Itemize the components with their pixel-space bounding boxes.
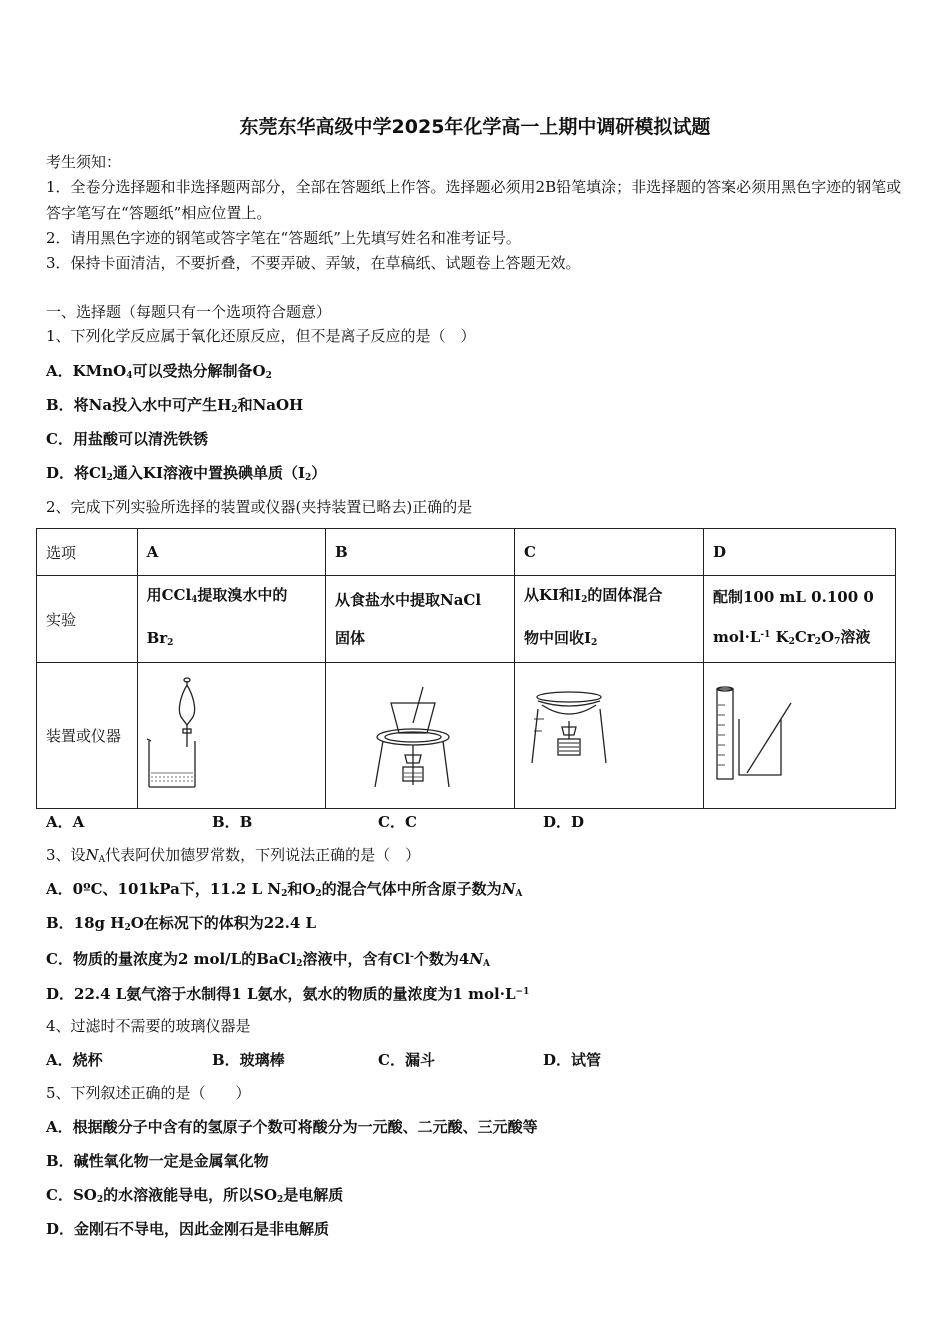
q4-choice-a: A．烧杯 [46, 1051, 103, 1069]
header-cell: A [137, 529, 325, 576]
notice-item-1: 1．全卷分选择题和非选择题两部分，全部在答题纸上作答。选择题必须用2B铅笔填涂；非选择题的答案必须用黑色字迹的钢笔或答字笔写在“答题纸”相应位置上。 [46, 178, 902, 222]
section-heading: 一、选择题（每题只有一个选项符合题意） [46, 303, 332, 321]
experiment-c: 从KI和$I_2$的固体混合 物中回收$I_2$ [515, 576, 704, 663]
q5-option-b: B．碱性氧化物一定是金属氧化物 [46, 1152, 269, 1170]
q2-experiment-table [36, 528, 896, 809]
evaporating-dish-icon [335, 675, 505, 793]
experiment-d: 配制100 mL 0.100 0 $mol\cdot L^{-1}$ $K_2Cr_2O_7$溶液 [704, 576, 896, 663]
header-cell: B [326, 529, 515, 576]
notice-item-3: 3．保持卡面清洁，不要折叠，不要弄破、弄皱，在草稿纸、试题卷上答题无效。 [46, 254, 581, 272]
apparatus-a-cell [137, 663, 325, 809]
q2-stem: 2、完成下列实验所选择的装置或仪器(夹持装置已略去)正确的是 [46, 498, 473, 516]
q3-option-c: C．物质的量浓度为2 mol/L的BaCl$_2$溶液中，含有Cl-个数为$4N_A$ [46, 950, 491, 969]
q2-choice-b: B．B [212, 813, 253, 831]
q5-option-d: D．金刚石不导电，因此金刚石是非电解质 [46, 1220, 330, 1238]
apparatus-c-cell [515, 663, 704, 809]
row-label-experiment: 实验 [37, 576, 138, 663]
q1-option-d: D．将$Cl_2$通入KI溶液中置换碘单质$(I_2)$ [46, 464, 327, 483]
separatory-funnel-icon [147, 675, 227, 793]
q3-stem: 3、设$N_A$代表阿伏加德罗常数，下列说法正确的是（ ） [46, 846, 421, 865]
table-header-row [37, 529, 896, 576]
row-label-apparatus: 装置或仪器 [37, 663, 138, 809]
q3-option-a: A．0ºC、101kPa下，11.2 L $N_2$和$O_2$的混合气体中所含原子数为$N_A$ [46, 880, 523, 899]
q1-option-b: B．将Na投入水中可产生$H_2$和NaOH [46, 396, 304, 415]
q2-choice-a: A．A [46, 813, 85, 831]
q4-choice-d: D．试管 [543, 1051, 602, 1069]
sublimation-apparatus-icon [524, 675, 694, 793]
header-cell: 选项 [37, 529, 138, 576]
q1-option-a: A．KMnO$_4$可以受热分解制备$O_2$ [46, 362, 272, 381]
q5-stem: 5、下列叙述正确的是（ ） [46, 1084, 251, 1102]
q4-choice-c: C．漏斗 [378, 1051, 435, 1069]
q5-option-c: C．$SO_2$的水溶液能导电，所以$SO_2$是电解质 [46, 1186, 344, 1205]
header-cell: D [704, 529, 896, 576]
q2-choice-d: D．D [543, 813, 585, 831]
q3-option-b: B．18g $H_2O$在标况下的体积为22.4 L [46, 914, 317, 933]
table-row-apparatus [37, 663, 896, 809]
apparatus-d-cell [704, 663, 896, 809]
header-cell: C [515, 529, 704, 576]
notice-heading: 考生须知： [46, 153, 122, 171]
notice-item-2: 2．请用黑色字迹的钢笔或答字笔在“答题纸”上先填写姓名和准考证号。 [46, 229, 521, 247]
experiment-b: 从食盐水中提取NaCl 固体 [326, 576, 515, 663]
q1-stem: 1、下列化学反应属于氧化还原反应，但不是离子反应的是（ ） [46, 327, 476, 345]
q3-option-d: D．22.4 L氨气溶于水制得1 L氨水，氨水的物质的量浓度为1 $mol\cdot L^{-1}$ [46, 985, 530, 1003]
q4-choice-b: B．玻璃棒 [212, 1051, 285, 1069]
apparatus-b-cell [326, 663, 515, 809]
q2-choice-c: C．C [378, 813, 417, 831]
graduated-cylinder-beaker-icon [713, 675, 883, 793]
exam-title: 东莞东华高级中学2025年化学高一上期中调研模拟试题 [239, 116, 711, 138]
q1-option-c: C．用盐酸可以清洗铁锈 [46, 430, 208, 448]
table-row-experiment [37, 576, 896, 663]
q5-option-a: A．根据酸分子中含有的氢原子个数可将酸分为一元酸、二元酸、三元酸等 [46, 1118, 538, 1136]
experiment-a: 用CCl$_4$提取溴水中的 $Br_2$ [137, 576, 325, 663]
q4-stem: 4、过滤时不需要的玻璃仪器是 [46, 1017, 251, 1035]
